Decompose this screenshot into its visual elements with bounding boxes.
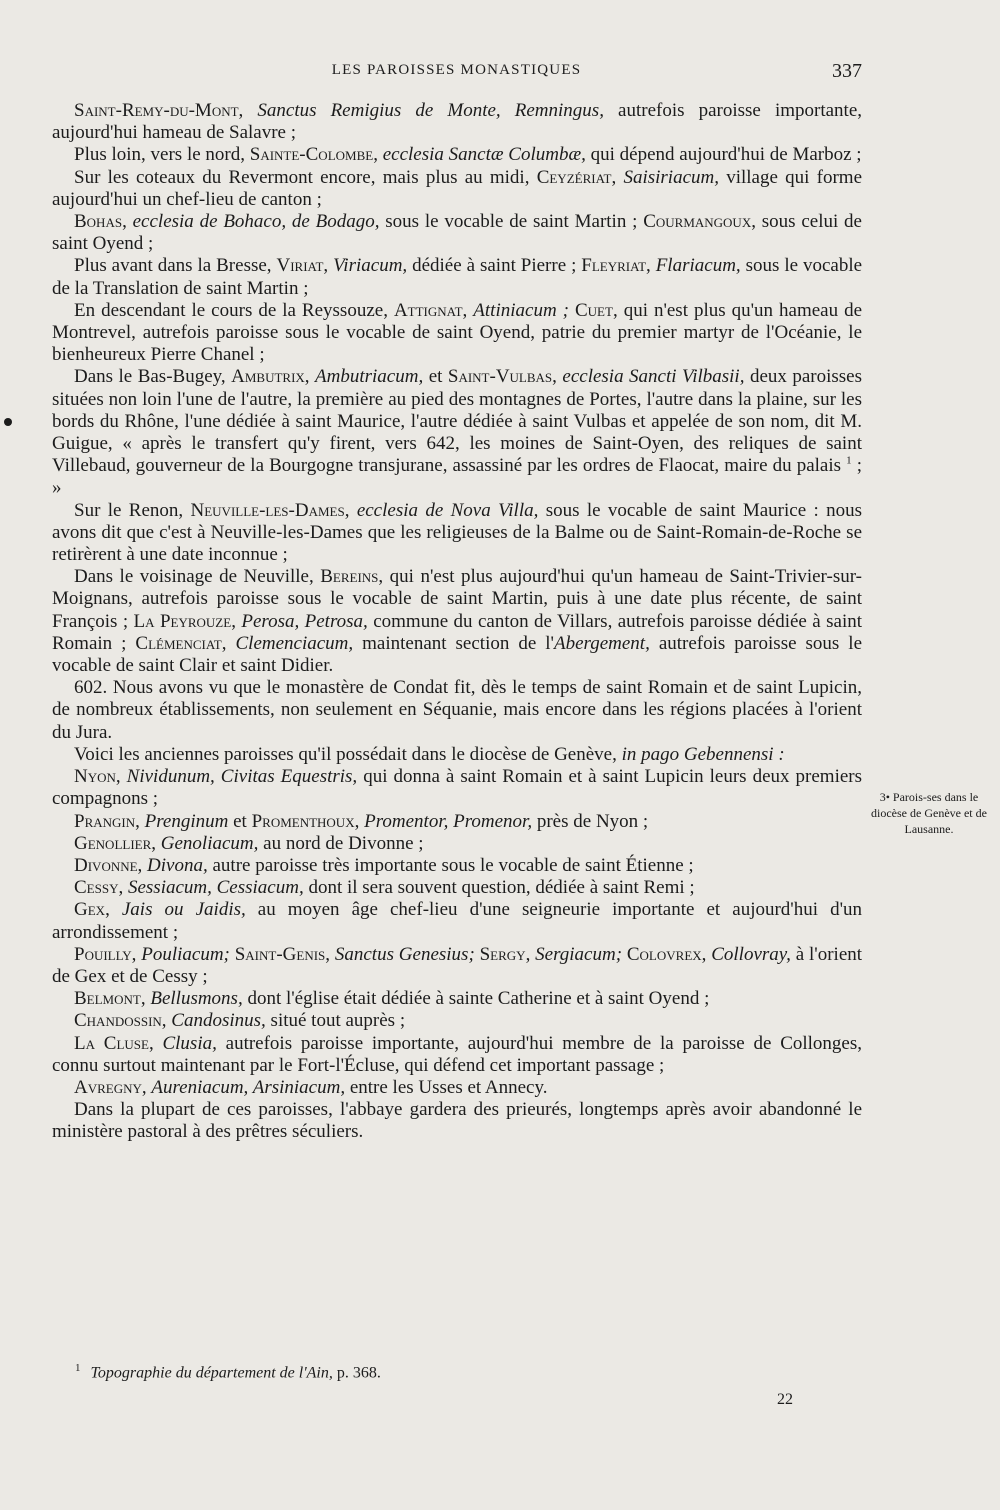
footnote-ref: 1 [846, 454, 852, 467]
text-run: , sous celui de saint Oyend ; [52, 211, 862, 255]
text-run: , [151, 832, 161, 854]
place-name: Cessy [74, 877, 119, 899]
text-run: sous le vocable de saint Maurice : nous avons dit que c'est à Neuville-les-Dames que les religieuses de la Balme ou de Saint-Romain-de-Roche se retirèrent à une date inconnue ; [52, 499, 862, 566]
paragraph [52, 944, 862, 988]
place-name: Courmangoux [643, 211, 752, 233]
text-run: Voici les anciennes paroisses qu'il possédait dans le diocèse de Genève, [74, 743, 622, 765]
latin-name: Promentor, Promenor, [364, 810, 533, 832]
text-run: , [231, 610, 242, 632]
text-run: qui dépend aujourd'hui de Marboz ; [585, 144, 862, 166]
place-name: Bereins [320, 566, 379, 588]
text-run: , [141, 1076, 152, 1098]
paragraph [52, 1010, 862, 1032]
text-run: autrefois paroisse importante, aujourd'hui hameau de Salavre ; [52, 100, 862, 144]
place-name: Ambutrix [231, 366, 305, 388]
place-name: Saint-Vulbas [447, 366, 553, 388]
text-run: près de Nyon ; [532, 810, 649, 832]
text-run: , [525, 943, 536, 965]
text-run: dont il sera souvent question, dédiée à saint Remi ; [303, 877, 695, 899]
latin-name: ecclesia Sancti Vilbasii, [562, 366, 745, 388]
paragraph [52, 766, 862, 810]
latin-name: Pouliacum; [141, 943, 230, 965]
text-run: autrefois paroisse sous le vocable de saint Clair et saint Didier. [52, 632, 862, 677]
paragraph [52, 855, 862, 877]
latin-name: ecclesia Sanctæ Columbæ, [382, 144, 586, 166]
place-name: Chandossin [74, 1010, 162, 1032]
footnote-title: Topographie du département de l'Ain, [90, 1364, 333, 1382]
latin-name: Saisiriacum, [623, 166, 719, 188]
text-run: Sur les coteaux du Revermont encore, mais plus au midi, [74, 166, 537, 188]
text-run: , [552, 366, 563, 388]
text-run: dédiée à saint Pierre ; [407, 255, 582, 277]
paragraph [52, 211, 862, 255]
paragraph [52, 500, 862, 567]
latin-name: Sergiacum; [535, 943, 623, 965]
place-name: Bohas [74, 211, 123, 233]
text-run: situé tout auprès ; [265, 1010, 406, 1032]
paragraph [52, 1077, 862, 1099]
place-name: La Cluse [74, 1032, 149, 1054]
latin-name: Candosinus, [171, 1010, 266, 1032]
latin-name: Divona, [147, 854, 208, 876]
paragraph [52, 833, 862, 855]
place-name: Saint-Genis [234, 943, 326, 965]
place-name: Cuet [575, 299, 613, 321]
text-run: , [344, 499, 357, 521]
text-run: , [354, 810, 365, 832]
footnote-marker: 1 [75, 1362, 81, 1374]
place-name: Pouilly [74, 943, 132, 965]
place-name: Ceyzériat [536, 166, 612, 188]
paragraph [52, 100, 862, 144]
text-run: , [304, 366, 316, 388]
text-run: dont l'église était dédiée à sainte Catherine et à saint Oyend ; [242, 988, 710, 1010]
text-run: , [148, 1032, 163, 1054]
latin-name: Flariacum, [655, 255, 741, 277]
text-run: , [118, 877, 128, 899]
latin-name: ecclesia de Bohaco, de Bodago, [132, 211, 380, 233]
latin-name: Sanctus Genesius; [334, 943, 475, 965]
place-name: Nyon [74, 766, 116, 788]
place-name: Avregny [74, 1076, 142, 1098]
text-run: Plus avant dans la Bresse, [74, 255, 277, 277]
paragraph [52, 877, 862, 899]
text-run: En descendant le cours de la Reyssouze, [74, 299, 394, 321]
margin-bullet [4, 418, 12, 426]
paragraph [52, 744, 862, 766]
text-run: deux paroisses situées non loin l'une de l'autre, la première au pied des montagnes de Portes, l'autre dans la plaine, sur les bords du Rhône, l'une dédiée à saint Maurice, l'autre dédiée à saint Vulbas et appelée de son nom, dit M. Guigue, « après le transfert qu'y firent, vers 642, les moines de Saint-Oyen, des reliques de saint Villebaud, gouverneur de la Bourgogne transjurane, assassiné par les ordres de Flaocat, maire du palais [52, 366, 862, 477]
text-run: , qui n'est plus qu'un hameau de Montrevel, autrefois paroisse sous le vocable de saint Oyend, patrie du premier martyr de l'Océanie, le bienheureux Pierre Chanel ; [52, 299, 863, 366]
text-run: , [140, 988, 151, 1010]
body-text [52, 100, 862, 1144]
text-run: , [115, 766, 127, 788]
latin-name: Jais ou Jaidis, [121, 899, 246, 921]
paragraph [52, 167, 862, 211]
text-run: , [611, 166, 624, 188]
paragraph [52, 988, 862, 1010]
latin-name: Abergement, [553, 632, 650, 654]
text-run: sous le vocable de saint Martin ; [379, 211, 644, 233]
text-run: à l'orient de Gex et de Cessy ; [52, 943, 863, 987]
place-name: Attignat [393, 299, 463, 321]
place-name: Promenthoux [251, 810, 355, 832]
place-name: Saint-Remy-du-Mont [74, 100, 239, 121]
paragraph [52, 899, 862, 943]
text-run: entre les Usses et Annecy. [345, 1076, 548, 1098]
place-name: Fleyriat [581, 255, 647, 277]
latin-name: Aureniacum, Arsiniacum, [151, 1076, 346, 1098]
text-run: autre paroisse très importante sous le vocable de saint Étienne ; [207, 854, 694, 876]
latin-name: Genoliacum, [160, 832, 259, 854]
text-run: et [228, 810, 252, 832]
text-run: village qui forme aujourd'hui un chef-lieu de canton ; [52, 166, 862, 210]
place-name: Gex [74, 899, 106, 921]
latin-name: Clemenciacum, [235, 632, 354, 654]
paragraph [52, 366, 862, 499]
latin-name: Nividunum, Civitas Equestris, [126, 766, 358, 788]
page-number: 337 [832, 60, 862, 82]
text-run: commune du canton de Villars, autrefois paroisse dédiée à saint Romain ; [52, 610, 863, 654]
text-run: , [701, 943, 712, 965]
place-name: Neuville-les-Dames [190, 499, 345, 521]
text-run: Dans le Bas-Bugey, [74, 366, 232, 388]
latin-name: Clusia, [162, 1032, 217, 1054]
latin-name: Attiniacum ; [473, 299, 569, 321]
place-name: Divonne [74, 854, 138, 876]
place-name: Belmont [74, 988, 141, 1010]
text-run: , [373, 144, 383, 166]
text-run: Sur le Renon, [74, 499, 191, 521]
text-run: , [238, 100, 258, 121]
latin-name: Viriacum, [333, 255, 408, 277]
text-run: , [325, 943, 335, 965]
text-run: , [221, 632, 236, 654]
text-run: Dans le voisinage de Neuville, [74, 566, 321, 588]
place-name: Sergy [479, 943, 526, 965]
latin-name: Ambutriacum, [315, 366, 424, 388]
text-run: qui donna à saint Romain et à saint Lupicin leurs deux premiers compagnons ; [52, 766, 862, 810]
text-run: Dans la plupart de ces paroisses, l'abbaye gardera des prieurés, longtemps après avoir abandonné le ministère pastoral à des prêtres séculiers. [52, 1099, 862, 1143]
text-run: , [646, 255, 656, 277]
text-run: , [462, 299, 474, 321]
place-name: Colovrex [626, 943, 702, 965]
place-name: Viriat [276, 255, 324, 277]
running-title: LES PAROISSES MONASTIQUES [331, 62, 582, 78]
text-run: au nord de Divonne ; [258, 832, 424, 854]
signature-mark: 22 [777, 1391, 793, 1408]
text-run: sous le vocable de la Translation de saint Martin ; [52, 255, 863, 299]
footnote-page-ref: p. 368. [336, 1364, 381, 1382]
text-run: , [131, 943, 142, 965]
latin-name: Sessiacum, Cessiacum, [127, 877, 304, 899]
paragraph [52, 677, 862, 744]
paragraph [52, 1033, 862, 1077]
place-name: La Peyrouze [133, 610, 232, 632]
place-name: Genollier [74, 832, 152, 854]
latin-name: Collovray, [711, 943, 791, 965]
text-run: maintenant section de l' [353, 632, 554, 654]
text-run: , [122, 211, 133, 233]
paragraph [52, 566, 862, 677]
margin-note: 3• Parois-ses dans le diocèse de Genève et de Lausanne. [871, 790, 987, 836]
text-run: , [161, 1010, 172, 1032]
text-run: ; » [52, 455, 863, 499]
text-run: et [423, 366, 448, 388]
text-run: , [105, 899, 122, 921]
text-run: autrefois paroisse importante, aujourd'hui membre de la paroisse de Collonges, connu surtout maintenant par le Fort-l'Écluse, qui défend cet important passage ; [52, 1032, 863, 1076]
paragraph [52, 255, 862, 299]
latin-name: Sanctus Remigius de Monte, Remningus, [257, 100, 604, 121]
text-run: au moyen âge chef-lieu d'une seigneurie importante et aujourd'hui d'un arrondissement ; [52, 899, 862, 943]
latin-name: Bellusmons, [150, 988, 243, 1010]
text-run: , [135, 810, 145, 832]
latin-name: Perosa, Petrosa, [241, 610, 368, 632]
text-run: , qui n'est plus aujourd'hui qu'un hameau de Saint-Trivier-sur-Moignans, autrefois paroisse sous le vocable de saint Martin, puis à une date plus récente, de saint François ; [52, 566, 862, 632]
place-name: Prangin [74, 810, 136, 832]
paragraph [52, 300, 862, 367]
place-name: Sainte-Colombe [249, 144, 374, 166]
paragraph [52, 144, 862, 166]
footnote [75, 1362, 855, 1382]
place-name: Clémenciat [135, 632, 222, 654]
latin-name: ecclesia de Nova Villa, [356, 499, 539, 521]
text-run: , [137, 854, 148, 876]
text-run: , [323, 255, 334, 277]
latin-name: Prenginum [144, 810, 229, 832]
text-run: 602. Nous avons vu que le monastère de Condat fit, dès le temps de saint Romain et de saint Lupicin, de nombreux établissements, non seulement en Séquanie, mais encore dans les régions placées à l'orient du Jura. [52, 677, 862, 743]
text-run: Plus loin, vers le nord, [74, 144, 250, 166]
paragraph [52, 811, 862, 833]
paragraph [52, 1099, 862, 1143]
latin-name: in pago Gebennensi : [621, 743, 785, 765]
